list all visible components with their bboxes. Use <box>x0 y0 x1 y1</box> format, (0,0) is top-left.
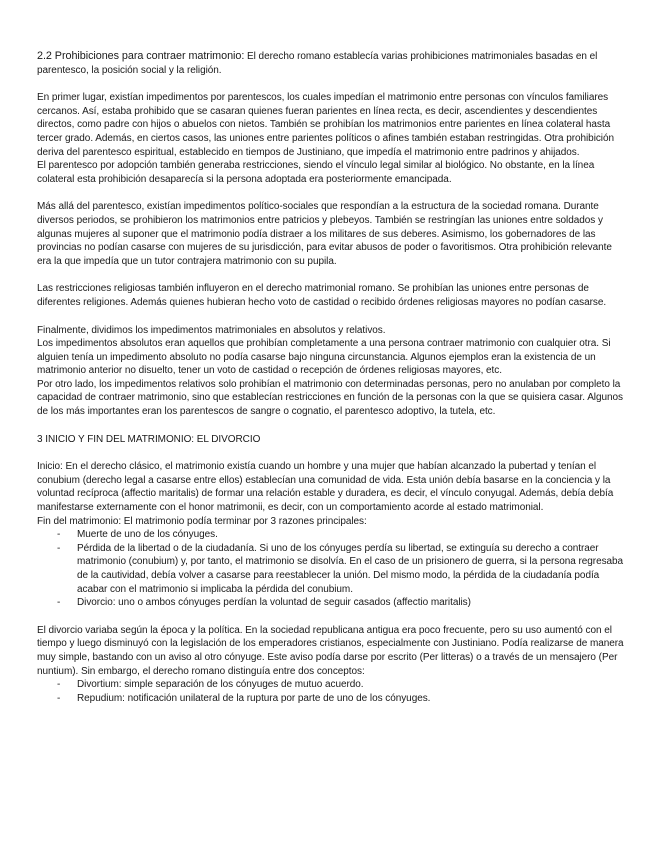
divorcio-list <box>37 678 627 705</box>
paragraph-politico-social: Más allá del parentesco, existían impedimentos político-sociales que respondían a la estructura de la sociedad romana. Durante diversos periodos, se prohibieron los matrimonios entre patricios y plebeyos. También se restringían las uniones entre soldados y algunas mujeres al suponer que el matrimonio podía distraer a los militares de sus deberes. Asimismo, los gobernadores de las provincias no podían casarse con mujeres de su jurisdicción, para evitar abusos de poder o favoritismos. Otra prohibición relevante era la que impedía que un tutor contrajera matrimonio con su pupila. <box>37 201 612 267</box>
list-item: - Divortium: simple separación de los cónyuges de mutuo acuerdo. <box>77 678 627 692</box>
paragraph-absolutos: Los impedimentos absolutos eran aquellos que prohibían completamente a una persona contraer matrimonio con cualquier otra. Si alguien tenía un impedimento absoluto no podía casarse bajo ninguna circunstancia. Algunos ejemplos eran la existencia de un matrimonio anterior no disuelto, tener un voto de castidad o recepción de órdenes religiosas mayores, etc. <box>37 338 611 377</box>
list-item: - Divorcio: uno o ambos cónyuges perdían la voluntad de seguir casados (affectio maritalis) <box>77 596 627 610</box>
list-item: - Pérdida de la libertad o de la ciudadanía. Si uno de los cónyuges perdía su libertad, se extinguía su derecho a contraer matrimonio (conubium) y, por tanto, el matrimonio se disolvía. En el caso de un prisionero de guerra, si la persona regresaba de la cautividad, debía volver a casarse para reestablecer la unión. Del mismo modo, la pérdida de la ciudadanía podía acabar con el matrimonio si implicaba la pérdida del conubium. <box>77 542 627 596</box>
paragraph-adopcion: El parentesco por adopción también generaba restricciones, siendo el vínculo legal similar al biológico. No obstante, en la línea colateral esta prohibición desaparecía si la persona adoptada era posteriormente emancipada. <box>37 160 595 185</box>
paragraph-divorcio: El divorcio variaba según la época y la política. En la sociedad republicana antigua era poco frecuente, pero su uso aumentó con el tiempo y luego disminuyó con la legislación de los emperadores cristianos, especialmente con Justiniano. Podía realizarse de manera muy simple, bastando con un aviso al otro cónyuge. Este aviso podía darse por escrito (Per litteras) o a través de un mensajero (Per nuntium). Sin embargo, el derecho romano distinguía entre dos conceptos: <box>37 624 624 677</box>
paragraph-parentesco: En primer lugar, existían impedimentos por parentescos, los cuales impedían el matrimonio entre personas con vínculos familiares cercanos. Así, estaba prohibido que se casaran quienes fueran parientes en línea recta, es decir, ascendientes y descendientes directos, como padre con hijos o abuelos con nietos. También se prohibían los matrimonios entre parientes en línea colateral hasta tercer grado. Además, en ciertos casos, las uniones entre parientes políticos o afines también estaban restringidas. Otra prohibición deriva del parentesco espiritual, establecido en tiempos de Justiniano, que impedía el matrimonio entre padrinos y ahijados. <box>37 92 615 158</box>
section-2-2-heading: 2.2 Prohibiciones para contraer matrimonio: <box>37 50 245 62</box>
paragraph-relativos: Por otro lado, los impedimentos relativos solo prohibían el matrimonio con determinadas personas, pero no anulaban por completo la capacidad de contraer matrimonio, sino que establecían restricciones en función de la personas con la que se quisiera casar. Algunos de los más importantes eran los parentescos de sangre o cognatio, el parentesco adoptivo, la tutela, etc. <box>37 378 623 418</box>
document-page <box>37 50 627 705</box>
list-item: - Repudium: notificación unilateral de la ruptura por parte de uno de los cónyuges. <box>77 692 627 706</box>
section-2-2-intro: El derecho romano establecía varias prohibiciones matrimoniales basadas en el parentesco, la posición social y la religión. <box>37 51 598 76</box>
section-3-heading: 3 INICIO Y FIN DEL MATRIMONIO: EL DIVORCIO <box>37 433 261 445</box>
fin-list <box>37 528 627 610</box>
paragraph-inicio: Inicio: En el derecho clásico, el matrimonio existía cuando un hombre y una mujer que habían alcanzado la pubertad y tenían el conubium (derecho legal a casarse entre ellos) establecían una comunidad de vida. Esta unión debía basarse en la conciencia y la voluntad recíproca (affectio maritalis) de formar una relación estable y duradera, es decir, el vínculo conyugal. Además, debía debía manifestarse externamente con el honor matrimonii, es decir, con un comportamiento acorde al estado matrimonial. <box>37 461 614 514</box>
paragraph-absolutos-relativos-intro: Finalmente, dividimos los impedimentos matrimoniales en absolutos y relativos. <box>37 324 386 336</box>
section-2-2-intro-paragraph <box>37 50 627 77</box>
paragraph-religiosas: Las restricciones religiosas también influyeron en el derecho matrimonial romano. Se prohibían las uniones entre personas de diferentes religiones. Además quienes hubieran hecho voto de castidad o recibido órdenes religiosas mayores no podían casarse. <box>37 283 607 308</box>
paragraph-fin-intro: Fin del matrimonio: El matrimonio podía terminar por 3 razones principales: <box>37 515 367 527</box>
list-item: - Muerte de uno de los cónyuges. <box>77 528 627 542</box>
